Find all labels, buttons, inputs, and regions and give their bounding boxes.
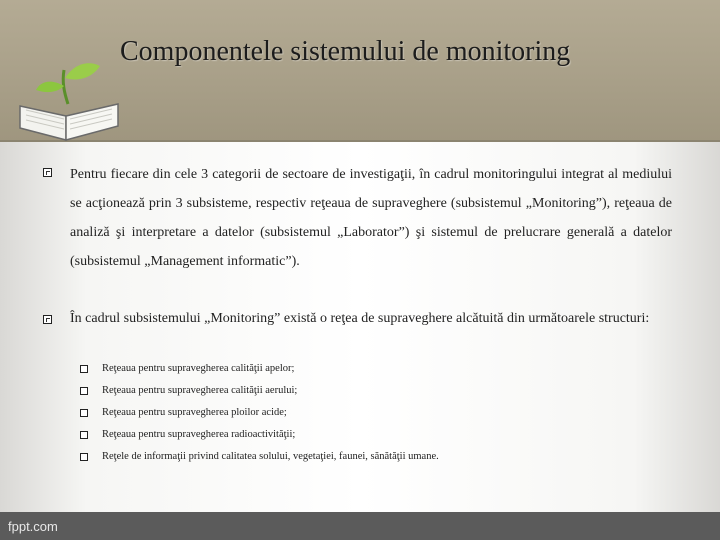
hollow-square-bullet-icon: [80, 431, 88, 439]
list-item-label: Reţeaua pentru supravegherea calităţii aerului;: [102, 385, 298, 396]
slide-title: Componentele sistemului de monitoring: [120, 36, 571, 67]
paragraph-monitoring: În cadrul subsistemului „Monitoring” există o reţea de supraveghere alcătuită din următoarele structuri:: [70, 311, 650, 326]
list-item-label: Reţeaua pentru supravegherea calităţii apelor;: [102, 363, 295, 374]
list-item-label: Reţeaua pentru supravegherea ploilor acide;: [102, 407, 287, 418]
hollow-square-bullet-icon: [43, 168, 52, 177]
paragraph-subsystems: Pentru fiecare din cele 3 categorii de sectoare de investigaţii, în cadrul monitoringului integrat al mediului se acţionează prin 3 subsisteme, respectiv reţeaua de supraveghere (subsistemul „Monitoring”), reţeaua de analiză şi interpretare a datelor (subsistemul „Laborator”) şi sistemul de prelucrare generală a datelor (subsistemul „Management informatic”).: [70, 167, 672, 269]
slide-footer: [0, 512, 720, 540]
hollow-square-bullet-icon: [80, 409, 88, 417]
footer-brand: fppt.com: [8, 519, 58, 534]
list-item-label: Reţeaua pentru supravegherea radioactivităţii;: [102, 429, 296, 440]
list-item-label: Reţele de informaţii privind calitatea solului, vegetaţiei, faunei, sănătăţii umane.: [102, 451, 439, 462]
hollow-square-bullet-icon: [80, 453, 88, 461]
book-with-sprout-icon: [12, 56, 132, 142]
hollow-square-bullet-icon: [80, 387, 88, 395]
hollow-square-bullet-icon: [80, 365, 88, 373]
hollow-square-bullet-icon: [43, 315, 52, 324]
